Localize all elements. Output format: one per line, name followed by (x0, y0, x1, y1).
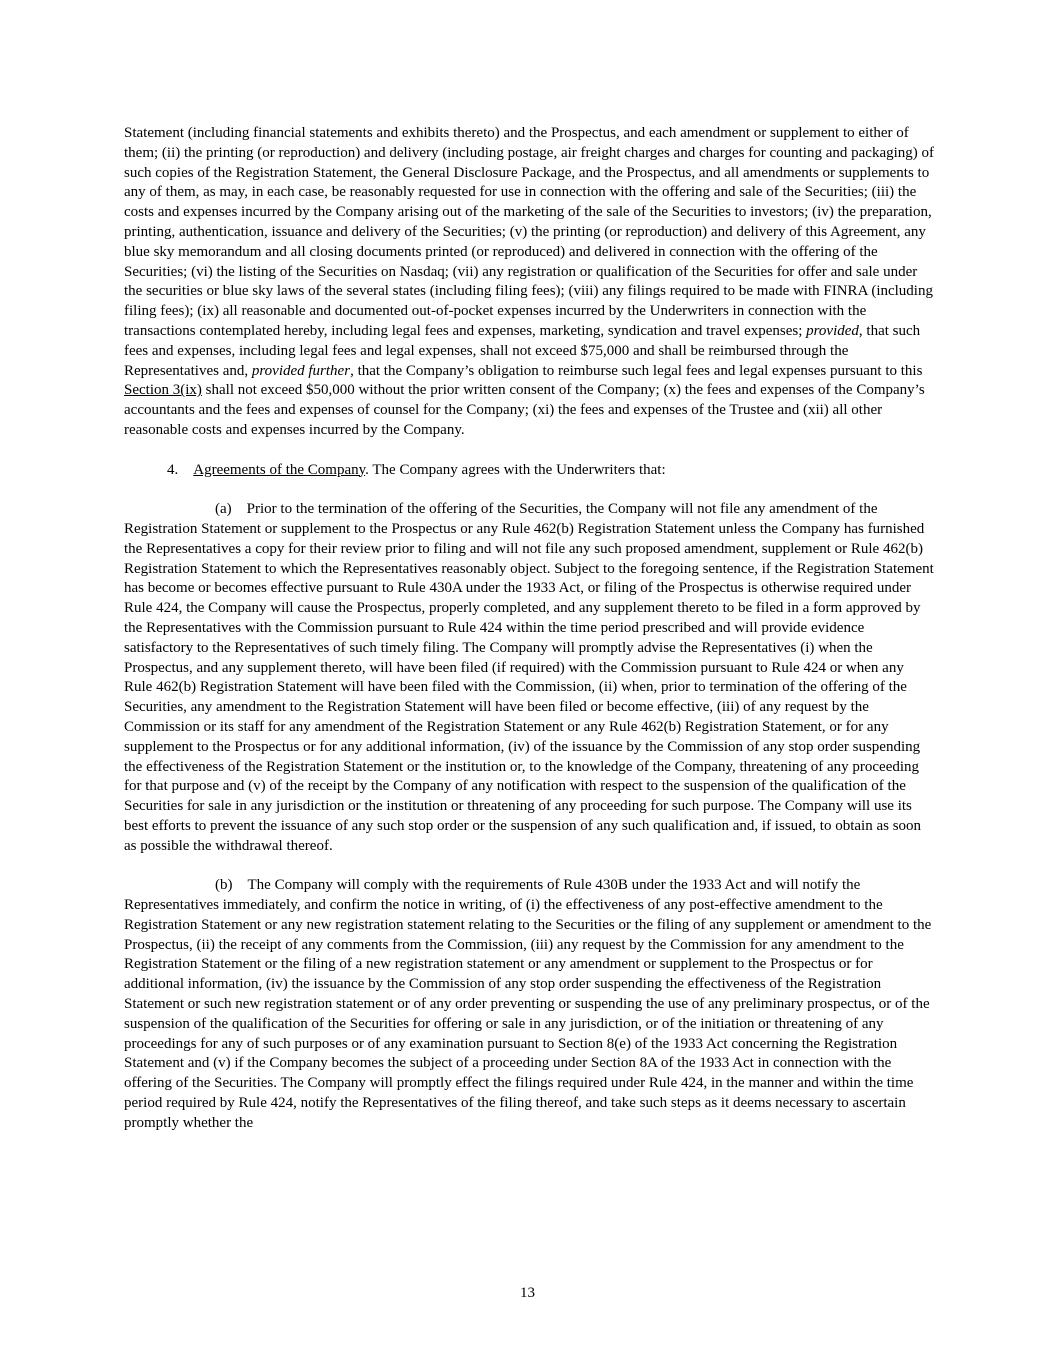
page-number: 13 (520, 1285, 535, 1301)
section-4-heading-paragraph (124, 461, 934, 481)
paragraph-label: (a) (215, 501, 232, 518)
document-page (124, 124, 934, 1134)
paragraph-text: Prior to the termination of the offering of the Securities, the Company will not file any amendment of the Registration Statement or supplement to the Prospectus or any Rule 462(b) Registration Statement unless the Company has furnished the Representatives a copy for their review prior to filing and will not file any such proposed amendment, supplement or Rule 462(b) Registration Statement to which the Representatives reasonably object. Subject to the foregoing sentence, if the Registration Statement has become or becomes effective pursuant to Rule 430A under the 1933 Act, or filing of the Prospectus is otherwise required under Rule 424, the Company will cause the Prospectus, properly completed, and any supplement thereto to be filed in a form approved by the Representatives with the Commission pursuant to Rule 424 within the time period prescribed and will provide evidence satisfactory to the Representatives of such timely filing. The Company will promptly advise the Representatives (i) when the Prospectus, and any supplement thereto, will have been filed (if required) with the Commission pursuant to Rule 424 or when any Rule 462(b) Registration Statement will have been filed with the Commission, (ii) when, prior to termination of the offering of the Securities, any amendment to the Registration Statement will have been filed or become effective, (iii) of any request by the Commission or its staff for any amendment of the Registration Statement or any Rule 462(b) Registration Statement, or for any supplement to the Prospectus or for any additional information, (iv) of the issuance by the Commission of any stop order suspending the effectiveness of the Registration Statement or the institution or, to the knowledge of the Company, threatening of any proceeding for that purpose and (v) of the receipt by the Company of any notification with respect to the suspension of the qualification of the Securities for sale in any jurisdiction or the institution or threatening of any proceeding for such purpose. The Company will use its best efforts to prevent the issuance of any such stop order or the suspension of any such qualification and, if issued, to obtain as soon as possible the withdrawal thereof. (124, 501, 934, 854)
paragraph-b (124, 876, 934, 1133)
text-run: shall not exceed $50,000 without the prior written consent of the Company; (x) the fees and expenses of the Company’s accountants and the fees and expenses of counsel for the Company; (xi) the fees and expenses of the Trustee and (xii) all other reasonable costs and expenses incurred by the Company. (124, 382, 925, 438)
text-run: , that such fees and expenses, including legal fees and legal expenses, shall not exceed $75,000 and shall be reimbursed through the Representatives and, (124, 322, 921, 379)
paragraph-text: The Company will comply with the requirements of Rule 430B under the 1933 Act and will notify the Representatives immediately, and confirm the notice in writing, of (i) the effectiveness of any post-effective amendment to the Registration Statement or any new registration statement relating to the Securities or the filing of any supplement or amendment to the Prospectus, (ii) the receipt of any comments from the Commission, (iii) any request by the Commission for any amendment to the Registration Statement or the filing of a new registration statement or any amendment or supplement to the Prospectus or for additional information, (iv) the issuance by the Commission of any stop order suspending the effectiveness of the Registration Statement or such new registration statement or of any order preventing or suspending the use of any preliminary prospectus, or of the suspension of the qualification of the Securities for offering or sale in any jurisdiction, or of the initiation or threatening of any proceedings for any of such purposes or of any examination pursuant to Section 8(e) of the 1933 Act concerning the Registration Statement and (v) if the Company becomes the subject of a proceeding under Section 8A of the 1933 Act in connection with the offering of the Securities. The Company will promptly effect the filings required under Rule 424, in the manner and within the time period required by Rule 424, notify the Representatives of the filing thereof, and take such steps as it deems necessary to ascertain promptly whether the (124, 877, 932, 1131)
text-run: , that the Company’s obligation to reimburse such legal fees and legal expenses pursuant to this (350, 362, 923, 379)
continuation-paragraph (124, 124, 934, 441)
text-run: Statement (including financial statements and exhibits thereto) and the Prospectus, and each amendment or supplement to either of them; (ii) the printing (or reproduction) and delivery (including postage, air freight charges and charges for counting and packaging) of such copies of the Registration Statement, the General Disclosure Package, and the Prospectus, and all amendments or supplements to any of them, as may, in each case, be reasonably requested for use in connection with the offering and sale of the Securities; (iii) the costs and expenses incurred by the Company arising out of the marketing of the sale of the Securities to investors; (iv) the preparation, printing, authentication, issuance and delivery of the Securities; (v) the printing (or reproduction) and delivery of this Agreement, any blue sky memorandum and all closing documents printed (or reproduced) and delivered in connection with the offering of the Securities; (vi) the listing of the Securities on Nasdaq; (vii) any registration or qualification of the Securities for offer and sale under the securities or blue sky laws of the several states (including filing fees); (viii) any filings required to be made with FINRA (including filing fees); (ix) all reasonable and documented out-of-pocket expenses incurred by the Underwriters in connection with the transactions contemplated hereby, including legal fees and expenses, marketing, syndication and travel expenses; (124, 125, 935, 339)
paragraph-a (124, 500, 934, 856)
section-intro-text: . The Company agrees with the Underwriters that: (365, 461, 666, 478)
section-number: 4. (167, 461, 179, 478)
section-reference: Section 3(ix) (124, 382, 202, 399)
paragraph-label: (b) (215, 877, 233, 894)
section-heading: Agreements of the Company (193, 461, 366, 478)
italic-provided: provided (806, 322, 859, 339)
italic-provided-further: provided further (251, 362, 351, 379)
